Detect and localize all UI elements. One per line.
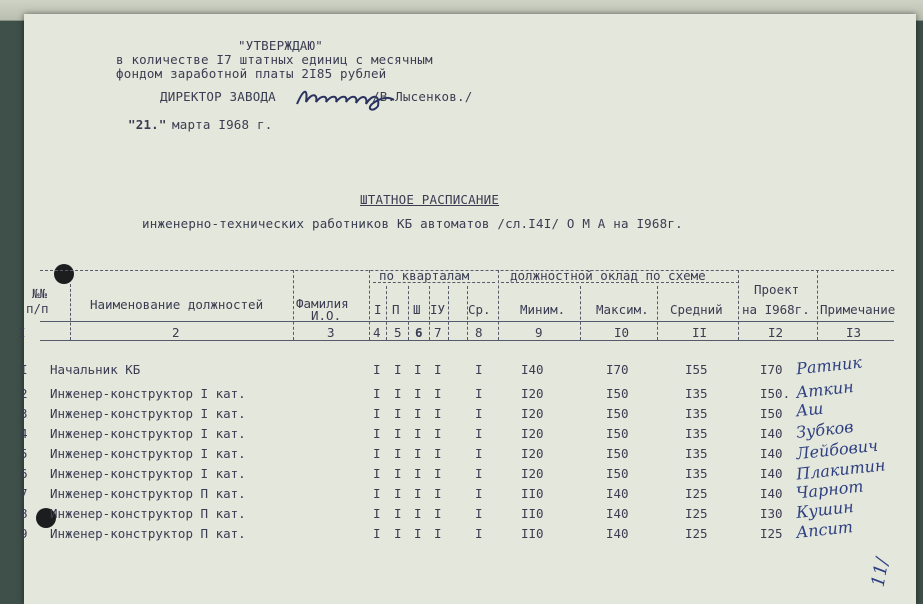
header-min: Миним. bbox=[520, 302, 566, 317]
colnum-1: I bbox=[18, 325, 26, 340]
row-quarter-4: I bbox=[434, 466, 442, 481]
colnum-12: I2 bbox=[768, 325, 784, 340]
row-position: Инженер-конструктор П кат. bbox=[50, 506, 246, 521]
colnum-3: 3 bbox=[327, 325, 335, 340]
row-quarter-4: I bbox=[434, 362, 442, 377]
row-quarter-3: I bbox=[414, 446, 422, 461]
row-project: I25 bbox=[760, 526, 783, 541]
vline-7 bbox=[448, 286, 449, 340]
approval-line-1: в количестве I7 штатных единиц с месячным bbox=[116, 52, 433, 67]
header-notes: Примечание bbox=[820, 302, 896, 317]
row-quarter-2: I bbox=[394, 362, 402, 377]
row-quarter-1: I bbox=[373, 362, 381, 377]
row-quarter-5: I bbox=[475, 466, 483, 481]
row-quarter-2: I bbox=[394, 486, 402, 501]
row-salary-max: I50 bbox=[606, 446, 629, 461]
header-q2: П bbox=[392, 302, 400, 317]
document-title: ШТАТНОЕ РАСПИСАНИЕ bbox=[360, 192, 500, 207]
colnum-2: 2 bbox=[172, 325, 180, 340]
row-position: Инженер-конструктор П кат. bbox=[50, 526, 246, 541]
header-project-b: на I968г. bbox=[742, 302, 810, 317]
row-salary-avg: I35 bbox=[685, 386, 708, 401]
header-quarters: по кварталам bbox=[379, 268, 470, 283]
row-salary-avg: I25 bbox=[685, 486, 708, 501]
row-quarter-2: I bbox=[394, 426, 402, 441]
vline-13 bbox=[817, 270, 818, 340]
vline-10 bbox=[580, 286, 581, 340]
row-note-signature: Зубков bbox=[795, 417, 855, 442]
vline-3 bbox=[369, 270, 370, 340]
row-project: I40 bbox=[760, 486, 783, 501]
row-quarter-1: I bbox=[373, 466, 381, 481]
row-project: I40 bbox=[760, 466, 783, 481]
row-number: 4 bbox=[20, 426, 28, 441]
row-salary-max: I70 bbox=[606, 362, 629, 377]
colnum-13: I3 bbox=[846, 325, 862, 340]
row-quarter-3: I bbox=[414, 526, 422, 541]
row-quarter-4: I bbox=[434, 486, 442, 501]
row-project: I40 bbox=[760, 426, 783, 441]
row-salary-avg: I35 bbox=[685, 426, 708, 441]
header-surname-a: Фамилия bbox=[296, 296, 349, 311]
row-project: I40 bbox=[760, 446, 783, 461]
row-quarter-1: I bbox=[373, 386, 381, 401]
row-salary-min: I20 bbox=[521, 406, 544, 421]
row-quarter-5: I bbox=[475, 386, 483, 401]
row-salary-min: II0 bbox=[521, 506, 544, 521]
row-salary-min: I40 bbox=[521, 362, 544, 377]
row-quarter-2: I bbox=[394, 386, 402, 401]
header-q1: I bbox=[374, 302, 382, 317]
colnum-7: 7 bbox=[434, 325, 442, 340]
approval-stamp: "УТВЕРЖДАЮ" bbox=[238, 38, 323, 53]
header-position: Наименование должностей bbox=[90, 297, 264, 312]
row-number: 2 bbox=[20, 386, 28, 401]
row-project: I50 bbox=[760, 406, 783, 421]
row-number: 7 bbox=[20, 486, 28, 501]
colnum-5: 5 bbox=[394, 325, 402, 340]
header-q3: Ш bbox=[413, 302, 421, 317]
row-quarter-3: I bbox=[414, 486, 422, 501]
row-salary-max: I40 bbox=[606, 526, 629, 541]
row-number: I bbox=[20, 362, 28, 377]
row-salary-max: I50 bbox=[606, 406, 629, 421]
row-number: 6 bbox=[20, 466, 28, 481]
row-note-signature: Чарнот bbox=[795, 476, 865, 503]
row-position: Инженер-конструктор I кат. bbox=[50, 466, 246, 481]
row-quarter-1: I bbox=[373, 486, 381, 501]
row-salary-avg: I25 bbox=[685, 506, 708, 521]
row-note-signature: Ратник bbox=[795, 352, 863, 379]
row-position: Инженер-конструктор I кат. bbox=[50, 426, 246, 441]
row-project: I50. bbox=[760, 386, 791, 401]
row-quarter-5: I bbox=[475, 526, 483, 541]
row-salary-min: II0 bbox=[521, 526, 544, 541]
colnum-9: 9 bbox=[535, 325, 543, 340]
row-salary-max: I50 bbox=[606, 386, 629, 401]
vline-2 bbox=[293, 270, 294, 340]
header-salary: должностной оклад по схеме bbox=[510, 268, 706, 283]
row-quarter-2: I bbox=[394, 526, 402, 541]
row-quarter-1: I bbox=[373, 446, 381, 461]
row-position: Инженер-конструктор I кат. bbox=[50, 406, 246, 421]
margin-number: 11/ bbox=[867, 556, 894, 589]
punch-hole-top bbox=[54, 264, 74, 284]
document-page bbox=[18, 14, 916, 604]
approval-line-2: фондом заработной платы 2I85 рублей bbox=[116, 66, 387, 81]
vline-4 bbox=[386, 286, 387, 340]
header-project-a: Проект bbox=[754, 282, 800, 297]
row-number: 9 bbox=[20, 526, 28, 541]
vline-9 bbox=[498, 270, 499, 340]
row-project: I30 bbox=[760, 506, 783, 521]
colnum-10: I0 bbox=[614, 325, 630, 340]
row-quarter-1: I bbox=[373, 426, 381, 441]
row-quarter-4: I bbox=[434, 386, 442, 401]
row-note-signature: Кушин bbox=[795, 497, 855, 522]
row-note-signature: Апсит bbox=[795, 517, 854, 542]
row-salary-max: I50 bbox=[606, 466, 629, 481]
row-number: 3 bbox=[20, 406, 28, 421]
row-quarter-3: I bbox=[414, 406, 422, 421]
header-surname-b: И.О. bbox=[311, 308, 342, 323]
row-number: 8 bbox=[20, 506, 28, 521]
row-quarter-1: I bbox=[373, 406, 381, 421]
row-quarter-4: I bbox=[434, 526, 442, 541]
row-position: Инженер-конструктор I кат. bbox=[50, 386, 246, 401]
vline-11 bbox=[657, 286, 658, 340]
row-salary-min: I20 bbox=[521, 426, 544, 441]
row-salary-avg: I25 bbox=[685, 526, 708, 541]
row-note-signature: Аш bbox=[795, 398, 825, 421]
row-quarter-5: I bbox=[475, 446, 483, 461]
row-quarter-3: I bbox=[414, 426, 422, 441]
colnum-11: II bbox=[692, 325, 708, 340]
row-quarter-2: I bbox=[394, 406, 402, 421]
colnum-8: 8 bbox=[475, 325, 483, 340]
row-position: Начальник КБ bbox=[50, 362, 141, 377]
row-salary-avg: I35 bbox=[685, 466, 708, 481]
approval-date-rest: марта I968 г. bbox=[172, 117, 273, 132]
vline-5 bbox=[408, 286, 409, 340]
row-salary-avg: I55 bbox=[685, 362, 708, 377]
row-note-signature: Аткин bbox=[795, 377, 855, 402]
row-note-signature: Плакитин bbox=[795, 455, 887, 484]
header-qavg: Ср. bbox=[468, 302, 491, 317]
row-quarter-2: I bbox=[394, 466, 402, 481]
row-project: I70 bbox=[760, 362, 783, 377]
director-title: ДИРЕКТОР ЗАВОДА bbox=[160, 89, 276, 104]
row-note-signature: Лейбович bbox=[795, 435, 879, 464]
row-salary-avg: I35 bbox=[685, 446, 708, 461]
row-quarter-5: I bbox=[475, 426, 483, 441]
row-quarter-5: I bbox=[475, 506, 483, 521]
row-salary-min: I20 bbox=[521, 466, 544, 481]
colnum-bottom-border bbox=[40, 340, 894, 341]
row-salary-max: I50 bbox=[606, 426, 629, 441]
row-salary-avg: I35 bbox=[685, 406, 708, 421]
vline-12 bbox=[738, 270, 739, 340]
header-num-b: п/п bbox=[26, 301, 49, 316]
vline-1 bbox=[70, 284, 71, 340]
header-max: Максим. bbox=[596, 302, 649, 317]
row-salary-min: II0 bbox=[521, 486, 544, 501]
header-q4: IУ bbox=[430, 302, 446, 317]
row-salary-max: I40 bbox=[606, 486, 629, 501]
row-quarter-3: I bbox=[414, 362, 422, 377]
colnum-4: 4 bbox=[373, 325, 381, 340]
row-quarter-3: I bbox=[414, 386, 422, 401]
header-num-a: №№ bbox=[32, 286, 48, 301]
colnum-6: 6 bbox=[415, 325, 423, 340]
row-salary-max: I40 bbox=[606, 506, 629, 521]
row-quarter-1: I bbox=[373, 526, 381, 541]
row-quarter-5: I bbox=[475, 362, 483, 377]
row-quarter-4: I bbox=[434, 446, 442, 461]
row-quarter-4: I bbox=[434, 406, 442, 421]
row-quarter-2: I bbox=[394, 446, 402, 461]
row-position: Инженер-конструктор П кат. bbox=[50, 486, 246, 501]
approval-date-day: "21." bbox=[128, 117, 167, 132]
row-quarter-5: I bbox=[475, 406, 483, 421]
row-salary-min: I20 bbox=[521, 446, 544, 461]
row-salary-min: I20 bbox=[521, 386, 544, 401]
document-subtitle: инженерно-технических работников КБ автоматов /сл.I4I/ О М А на I968г. bbox=[142, 216, 683, 231]
row-position: Инженер-конструктор I кат. bbox=[50, 446, 246, 461]
row-quarter-4: I bbox=[434, 506, 442, 521]
row-quarter-5: I bbox=[475, 486, 483, 501]
row-quarter-3: I bbox=[414, 506, 422, 521]
row-quarter-3: I bbox=[414, 466, 422, 481]
row-quarter-2: I bbox=[394, 506, 402, 521]
row-quarter-4: I bbox=[434, 426, 442, 441]
row-quarter-1: I bbox=[373, 506, 381, 521]
header-avg: Средний bbox=[670, 302, 723, 317]
row-number: 5 bbox=[20, 446, 28, 461]
director-name: /В.Лысенков./ bbox=[372, 89, 473, 104]
